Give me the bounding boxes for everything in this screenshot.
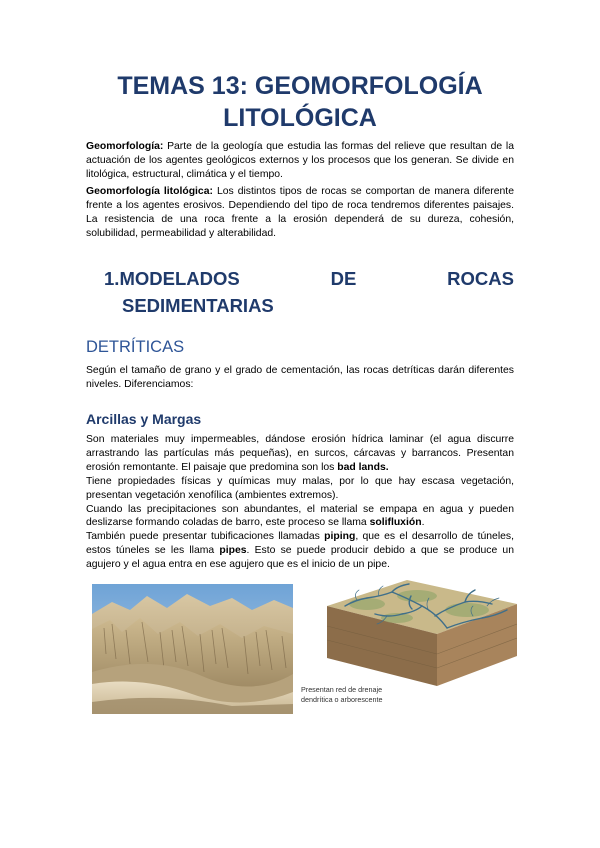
intro-geomorfologia <box>86 140 514 182</box>
arcillas-p4-text-a: También puede presentar tubificaciones llamadas <box>86 531 325 543</box>
arcillas-paragraph-2: Tiene propiedades físicas y químicas muy malas, por lo que hay escasa vegetación, presentan vegetación xenofílica (ambientes extremos). <box>86 475 514 501</box>
arcillas-paragraph-4 <box>86 530 514 572</box>
term-piping: piping <box>324 531 356 543</box>
section-word-modelados: MODELADOS <box>119 268 240 289</box>
arcillas-body <box>86 433 514 572</box>
detriticas-text: Según el tamaño de grano y el grado de cementación, las rocas detríticas darán diferentes niveles. Diferenciamos: <box>86 365 514 390</box>
section-heading-modelados <box>104 265 514 319</box>
title-line-2: LITOLÓGICA <box>223 104 377 132</box>
arcillas-p3-end: . <box>421 517 425 529</box>
subheading-arcillas-margas: Arcillas y Margas <box>86 411 202 427</box>
section-word-rocas: ROCAS <box>447 268 514 289</box>
arcillas-paragraph-3 <box>86 503 514 531</box>
term-geomorfologia-litologica: Geomorfología litológica: <box>86 186 213 197</box>
figure-caption-line-2: dendrítica o arborescente <box>301 695 383 704</box>
term-pipes: pipes <box>219 545 247 557</box>
figure-caption-line-1: Presentan red de drenaje <box>301 685 383 694</box>
badlands-photo <box>92 584 293 714</box>
arcillas-p3-text: Cuando las precipitaciones son abundantes, el material se empapa en agua y pueden deslizarse formando coladas de barro, este proceso se llama <box>86 503 514 529</box>
arcillas-p1-text: Son materiales muy impermeables, dándose erosión hídrica laminar (el agua discurre arrastrando las partículas más pequeñas), en surcos, cárcavas y barrancos. Presentan erosión remontante. El paisaje que predomina son los <box>86 434 514 473</box>
page-title <box>60 70 540 134</box>
intro-geomorfologia-litologica <box>86 185 514 241</box>
title-line-1: TEMAS 13: GEOMORFOLOGÍA <box>117 72 483 100</box>
subheading-detriticas: DETRÍTICAS <box>86 338 185 356</box>
section-word-sedimentarias: SEDIMENTARIAS <box>122 295 274 316</box>
dendritic-drainage-diagram <box>297 578 517 708</box>
definition-geomorfologia: Parte de la geología que estudia las formas del relieve que resultan de la actuación de los agentes geológicos externos y los procesos que los generan. Se divide en litológica, estructural, climática y el tiempo. <box>86 141 514 180</box>
term-solifluxion: solifluxión <box>369 517 422 529</box>
term-bad-lands: bad lands. <box>337 461 389 473</box>
arcillas-p4-text-b: , que es el desarrollo de túneles, estos túneles se les llama <box>86 531 515 557</box>
section-word-de: DE <box>330 268 357 289</box>
arcillas-paragraph-1 <box>86 433 514 475</box>
term-geomorfologia: Geomorfología: <box>86 141 164 152</box>
arcillas-p4-text-c: . Esto se puede producir debido a que se produce un agujero y el agua entra en ese agujero que es el inicio de un pipe. <box>86 545 514 571</box>
section-number: 1. <box>104 268 120 289</box>
definition-geomorfologia-litologica: Los distintos tipos de rocas se comportan de manera diferente frente a los agentes erosivos. Dependiendo del tipo de roca tendremos diferentes paisajes. La resistencia de una roca frente a la erosión dependerá de su dureza, cohesión, solubilidad, permeabilidad y alterabilidad. <box>86 186 514 239</box>
